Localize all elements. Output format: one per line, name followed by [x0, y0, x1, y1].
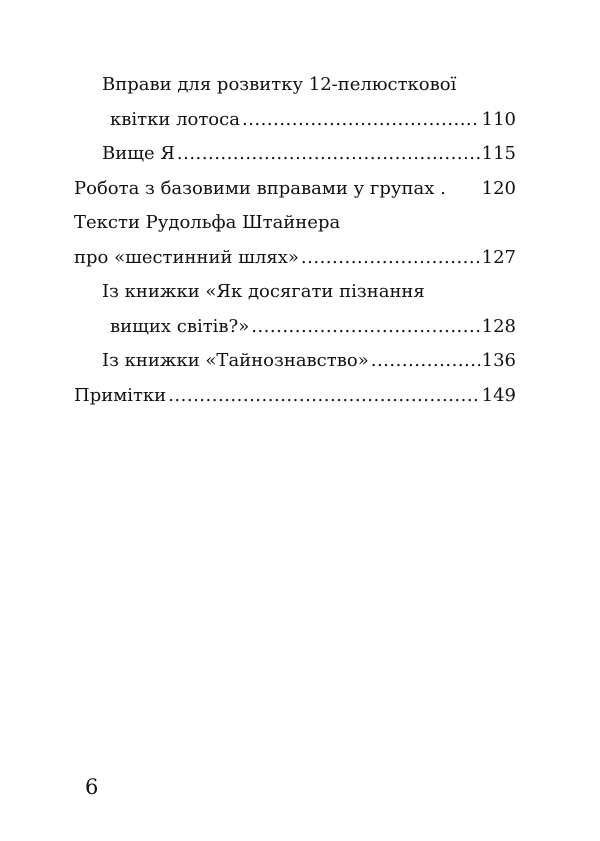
- toc-entry-line: [74, 275, 516, 310]
- toc-entry-line: [74, 241, 516, 276]
- toc-page-number: 127: [481, 246, 516, 268]
- toc-entry-title: Робота з базовими вправами у групах .: [74, 177, 446, 199]
- toc-entry-line: [74, 206, 516, 241]
- toc-entry-title: вищих світів?»: [110, 315, 250, 337]
- toc-entry-title: Із книжки «Тайнознавство»: [102, 350, 369, 371]
- toc-entry-title: Із книжки «Як досягати пізнання: [102, 281, 425, 302]
- toc-entry-line: [74, 344, 516, 379]
- toc-entry-title: Вправи для розвитку 12-пелюсткової: [102, 74, 457, 95]
- toc-entry-line: [74, 137, 516, 172]
- toc-page-number: 128: [481, 315, 516, 337]
- toc-entry-title: Тексти Рудольфа Штайнера: [74, 212, 341, 233]
- toc-entry-line: [74, 310, 516, 345]
- toc-page-number: 115: [481, 143, 516, 164]
- dot-leader: [371, 344, 480, 379]
- page-number: 6: [85, 775, 99, 799]
- table-of-contents: [74, 68, 516, 413]
- dot-leader: [168, 379, 479, 414]
- dot-leader: [242, 103, 480, 138]
- toc-entry-line: [74, 68, 516, 103]
- toc-page-number: 120: [481, 177, 516, 199]
- toc-entry-line: [74, 172, 516, 207]
- toc-entry-title: Примітки: [74, 384, 167, 406]
- dot-leader: [301, 241, 480, 276]
- toc-entry-title: квітки лотоса: [110, 108, 240, 130]
- toc-entry-title: Вище Я: [102, 143, 175, 164]
- toc-page-number: 149: [481, 384, 516, 406]
- dot-leader: [177, 137, 480, 172]
- toc-entry-line: [74, 103, 516, 138]
- dot-leader: [251, 310, 479, 345]
- toc-page-number: 136: [481, 350, 516, 371]
- toc-entry-line: [74, 379, 516, 414]
- toc-page-number: 110: [481, 108, 516, 130]
- toc-entry-title: про «шестинний шлях»: [74, 246, 299, 268]
